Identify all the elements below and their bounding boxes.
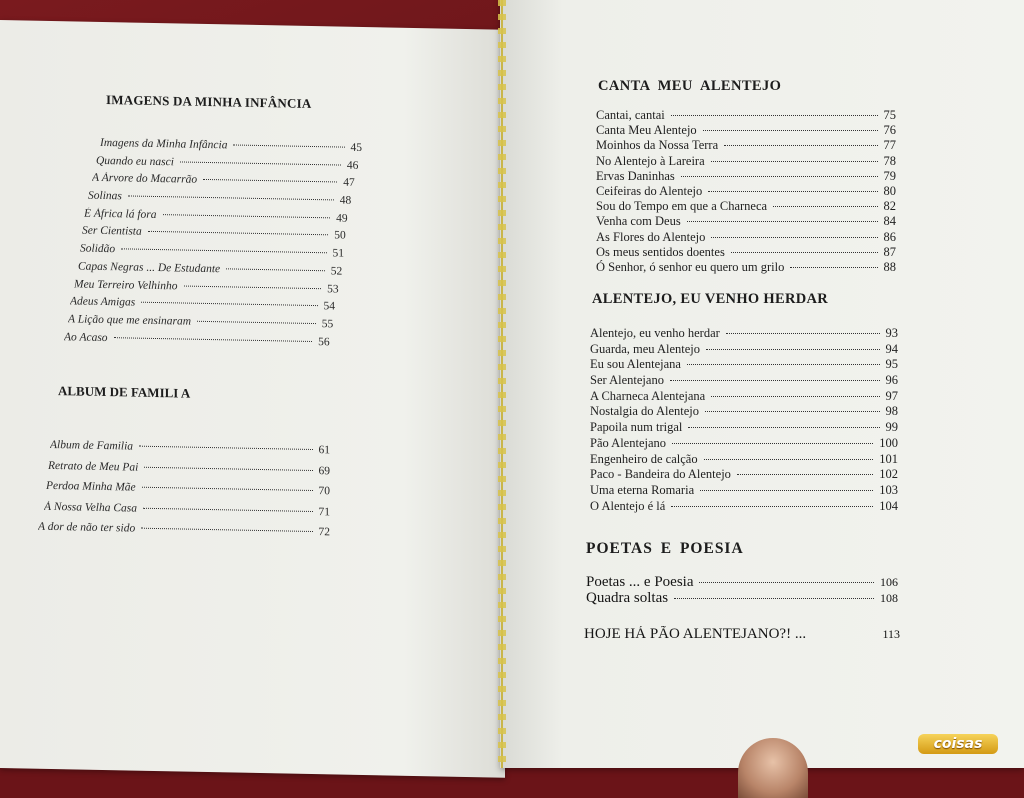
section-title-poetas: POETAS E POESIA — [586, 540, 744, 557]
toc-leader-dots — [114, 337, 313, 342]
toc-leader-dots — [144, 466, 312, 470]
toc-leader-dots — [184, 285, 322, 289]
left-page — [0, 20, 505, 778]
toc-entry — [586, 590, 898, 606]
toc-entry-page: 113 — [882, 627, 900, 641]
toc-entry-page: 47 — [343, 176, 355, 190]
toc-entry-title: As Flores do Alentejo — [596, 229, 706, 244]
toc-leader-dots — [711, 161, 878, 162]
toc-entry — [596, 154, 896, 169]
toc-entry-page: 103 — [879, 482, 898, 497]
section-title-imagens: IMAGENS DA MINHA INFÂNCIA — [106, 92, 312, 111]
toc-entry-page: 51 — [332, 247, 344, 260]
toc-entry-title: Pão Alentejano — [590, 435, 667, 450]
toc-entry-title: Ceifeiras do Alentejo — [596, 183, 703, 198]
toc-entry-title: Uma eterna Romaria — [590, 482, 695, 497]
toc-entry — [596, 260, 896, 275]
toc-entry-title: Solinas — [88, 189, 122, 203]
toc-leader-dots — [180, 161, 341, 165]
toc-entry — [596, 108, 896, 123]
watermark-logo: coisas — [918, 734, 998, 754]
toc-entry-title: Perdoa Minha Mãe — [46, 479, 136, 494]
toc-entry-title: Solidão — [80, 242, 116, 256]
toc-leader-dots — [197, 321, 316, 324]
toc-entry-page: 108 — [880, 591, 898, 605]
toc-entry-title: A Charneca Alentejana — [590, 388, 706, 403]
toc-entry-page: 75 — [883, 108, 896, 122]
section-title-canta: CANTA MEU ALENTEJO — [598, 78, 782, 94]
toc-entry-title: Canta Meu Alentejo — [596, 123, 697, 138]
toc-entry-title: Retrato de Meu Pai — [48, 459, 139, 474]
toc-leader-dots — [708, 191, 877, 192]
toc-entry-title: Cantai, cantai — [596, 108, 665, 122]
toc-entry — [64, 331, 330, 354]
toc-entry-page: 70 — [318, 485, 330, 498]
toc-entry-page: 49 — [336, 212, 348, 225]
toc-entry-page: 82 — [883, 199, 896, 214]
toc-leader-dots — [233, 144, 344, 147]
toc-entry-page: 88 — [883, 259, 896, 274]
toc-leader-dots — [121, 248, 326, 253]
toc-entry-title: Imagens da Minha Infância — [100, 136, 228, 152]
toc-leader-dots — [711, 237, 877, 238]
right-page — [500, 0, 1024, 768]
toc-leader-dots — [687, 221, 878, 222]
toc-entry-page: 94 — [885, 341, 898, 356]
toc-entry-title: A Lição que me ensinaram — [68, 313, 192, 328]
toc-leader-dots — [674, 598, 874, 599]
toc-list-imagens — [64, 136, 362, 354]
toc-leader-dots — [687, 364, 880, 365]
toc-entry-title: Meu Terreiro Velhinho — [74, 277, 178, 292]
toc-entry-page: 80 — [883, 183, 896, 198]
section-title-album: ALBUM DE FAMILI A — [58, 383, 191, 401]
toc-entry-title: Sou do Tempo em que a Charneca — [596, 199, 768, 214]
toc-entry-page: 77 — [883, 138, 896, 153]
toc-leader-dots — [141, 302, 317, 306]
toc-entry-title: Ser Alentejano — [590, 373, 664, 388]
toc-entry-title: Album de Familia — [50, 438, 134, 453]
toc-entry-page: 100 — [879, 435, 898, 450]
toc-entry-title: HOJE HÁ PÃO ALENTEJANO?! ... — [584, 626, 807, 642]
section-title-herdar: ALENTEJO, EU VENHO HERDAR — [592, 291, 829, 307]
toc-leader-dots — [688, 427, 879, 428]
toc-leader-dots — [700, 490, 873, 491]
toc-leader-dots — [705, 411, 879, 412]
toc-entry-page: 98 — [885, 404, 898, 419]
toc-entry-page: 72 — [318, 526, 330, 539]
toc-leader-dots — [148, 231, 329, 235]
toc-list-canta — [596, 108, 896, 275]
toc-entry-title: Quando eu nasci — [96, 154, 174, 169]
toc-entry-page: 106 — [880, 575, 898, 589]
toc-entry-page: 84 — [883, 214, 896, 229]
toc-leader-dots — [670, 380, 880, 381]
toc-leader-dots — [143, 507, 313, 511]
toc-entry-title: Ser Cientista — [82, 225, 142, 239]
toc-entry-page: 48 — [339, 194, 352, 207]
toc-entry — [590, 467, 898, 483]
toc-entry — [38, 521, 330, 547]
toc-entry-page: 101 — [879, 451, 898, 466]
toc-entry — [596, 230, 896, 245]
toc-entry-page: 96 — [885, 373, 898, 388]
toc-hoje-ha-pao — [584, 626, 900, 642]
toc-entry-page: 79 — [883, 168, 896, 183]
toc-entry — [590, 452, 898, 468]
toc-leader-dots — [711, 396, 879, 397]
toc-entry — [590, 420, 898, 436]
toc-leader-dots — [671, 506, 873, 507]
toc-entry-title: Ao Acaso — [64, 330, 108, 344]
toc-leader-dots — [672, 443, 873, 444]
toc-entry — [590, 404, 898, 420]
binding-stitches — [498, 0, 506, 768]
toc-entry-title: Guarda, meu Alentejo — [590, 341, 701, 356]
toc-entry-page: 104 — [879, 498, 898, 513]
toc-entry — [596, 123, 896, 138]
toc-entry — [586, 574, 898, 590]
toc-entry-title: Quadra soltas — [586, 590, 669, 606]
toc-leader-dots — [128, 196, 334, 201]
toc-entry-page: 54 — [323, 300, 335, 313]
toc-leader-dots — [703, 130, 878, 131]
toc-entry-page: 45 — [350, 141, 362, 154]
toc-entry-title: Moinhos da Nossa Terra — [596, 138, 719, 153]
toc-leader-dots — [681, 176, 878, 177]
toc-entry-title: Ó Senhor, ó senhor eu quero um grilo — [596, 259, 785, 274]
toc-leader-dots — [141, 528, 312, 532]
toc-list-herdar — [590, 326, 898, 514]
toc-entry-title: Poetas ... e Poesia — [586, 574, 694, 590]
toc-entry — [590, 436, 898, 452]
toc-entry-page: 46 — [346, 159, 359, 172]
toc-entry-title: Alentejo, eu venho herdar — [590, 326, 720, 340]
toc-entry — [590, 357, 898, 373]
toc-leader-dots — [139, 446, 312, 450]
toc-entry — [596, 184, 896, 199]
toc-entry-title: Eu sou Alentejana — [590, 357, 681, 372]
toc-entry-page: 76 — [883, 123, 896, 138]
toc-leader-dots — [671, 115, 878, 116]
toc-entry-page: 71 — [318, 505, 330, 518]
toc-entry-title: A Árvore do Macarrão — [92, 172, 198, 187]
toc-entry-page: 52 — [330, 265, 343, 278]
toc-list-poetas — [586, 574, 898, 606]
toc-entry-title: O Alentejo é lá — [590, 498, 666, 513]
toc-entry-title: Capas Negras ... De Estudante — [78, 260, 221, 276]
toc-entry — [596, 245, 896, 260]
toc-entry-page: 78 — [883, 153, 896, 168]
toc-entry — [590, 483, 898, 499]
toc-entry-page: 93 — [885, 326, 898, 340]
toc-entry-page: 87 — [883, 244, 896, 259]
toc-entry — [590, 342, 898, 358]
toc-leader-dots — [203, 179, 337, 183]
toc-leader-dots — [163, 214, 331, 218]
toc-leader-dots — [724, 145, 877, 146]
toc-leader-dots — [226, 268, 325, 271]
toc-leader-dots — [704, 459, 874, 460]
toc-entry-title: À Nossa Velha Casa — [44, 500, 137, 515]
toc-leader-dots — [790, 267, 877, 268]
toc-entry — [596, 214, 896, 229]
toc-entry-title: Paco - Bandeira do Alentejo — [590, 467, 731, 482]
toc-entry-title: Engenheiro de calção — [590, 451, 698, 466]
toc-entry-title: Venha com Deus — [596, 214, 681, 229]
toc-entry-page: 69 — [318, 464, 330, 477]
toc-leader-dots — [706, 349, 879, 350]
toc-entry — [596, 199, 896, 214]
toc-leader-dots — [773, 206, 877, 207]
toc-entry-title: Adeus Amigas — [70, 295, 136, 309]
toc-entry-title: A dor de não ter sido — [38, 520, 136, 535]
toc-entry-title: Os meus sentidos doentes — [596, 244, 725, 259]
toc-entry-page: 95 — [885, 357, 898, 372]
toc-entry — [590, 373, 898, 389]
toc-leader-dots — [699, 582, 874, 583]
toc-entry-page: 61 — [318, 444, 330, 457]
toc-list-album — [38, 438, 330, 547]
toc-leader-dots — [731, 252, 878, 253]
toc-entry-page: 50 — [334, 229, 346, 243]
toc-entry-page: 53 — [327, 282, 339, 296]
toc-entry-title: Nostalgia do Alentejo — [590, 404, 700, 419]
toc-entry — [596, 169, 896, 184]
toc-entry-page: 56 — [318, 335, 330, 348]
toc-leader-dots — [737, 474, 873, 475]
toc-entry-title: É África lá fora — [84, 207, 157, 221]
toc-entry-title: Ervas Daninhas — [596, 168, 675, 183]
toc-entry — [590, 499, 898, 515]
toc-entry-page: 102 — [879, 467, 898, 482]
toc-leader-dots — [142, 487, 313, 491]
toc-entry — [584, 626, 900, 642]
toc-entry-page: 97 — [885, 388, 898, 403]
toc-entry-page: 55 — [321, 318, 334, 331]
toc-entry — [590, 326, 898, 342]
toc-entry-page: 99 — [885, 420, 898, 435]
toc-entry-title: Papoila num trigal — [590, 420, 683, 435]
toc-entry — [596, 138, 896, 153]
toc-leader-dots — [726, 333, 880, 334]
toc-entry-title: No Alentejo à Lareira — [596, 153, 705, 168]
toc-entry-page: 86 — [883, 229, 896, 244]
toc-entry — [590, 389, 898, 405]
